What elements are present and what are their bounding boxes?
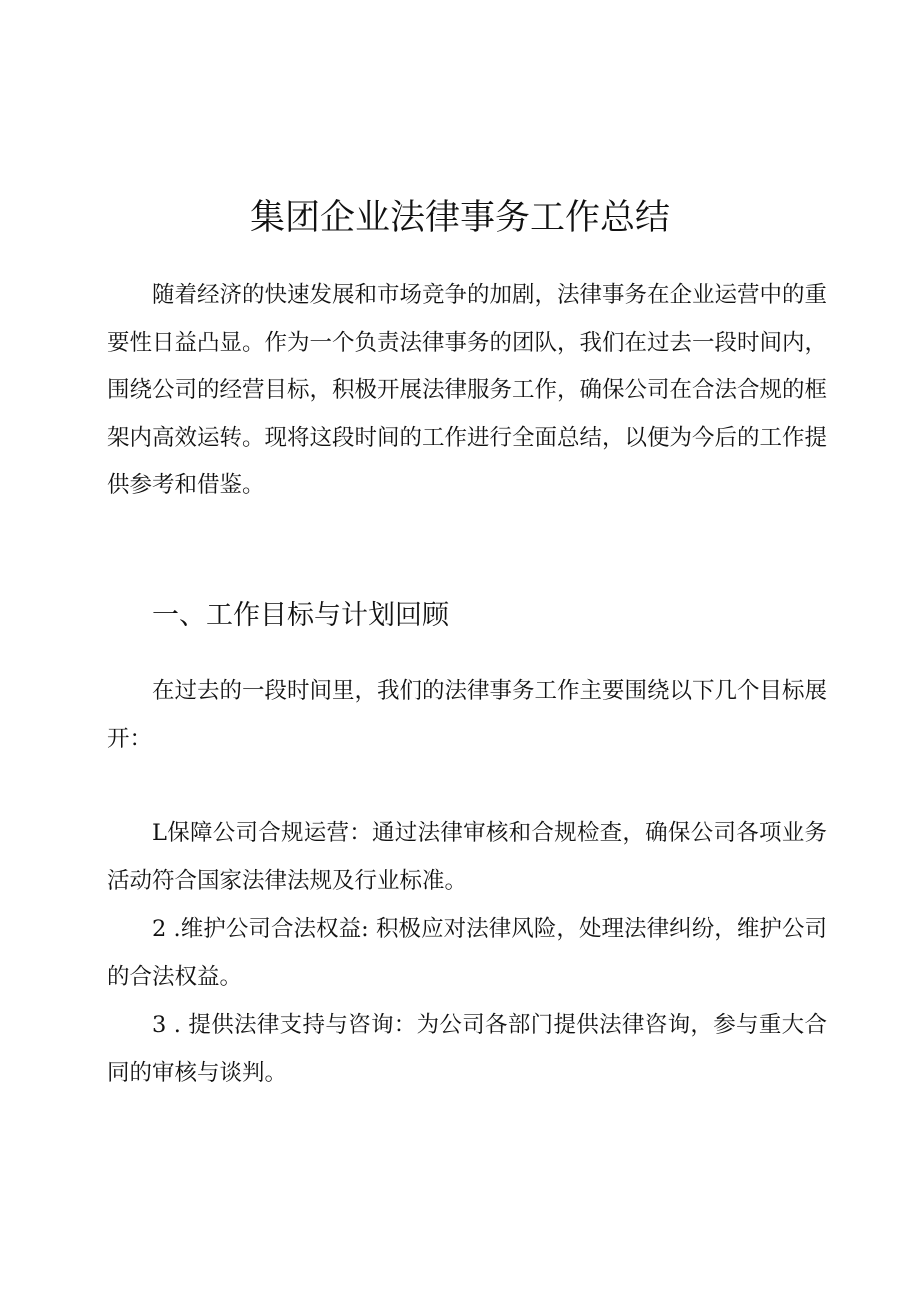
- goal-item-rights: 2 .维护公司合法权益: 积极应对法律风险，处理法律纠纷，维护公司的合法权益。: [107, 916, 827, 990]
- intro-paragraph: 随着经济的快速发展和市场竞争的加剧，法律事务在企业运营中的重要性日益凸显。作为一个负责法律事务的团队，我们在过去一段时间内，围绕公司的经营目标，积极开展法律服务工作，确保公司在合法合规的框架内高效运转。现将这段时间的工作进行全面总结，以便为今后的工作提供参考和借鉴。: [107, 282, 828, 498]
- page-title: 集团企业法律事务工作总结: [249, 198, 670, 239]
- goal-item-support: 3 . 提供法律支持与咨询：为公司各部门提供法律咨询，参与重大合同的审核与谈判。: [107, 1012, 827, 1086]
- goals-lead-paragraph: 在过去的一段时间里，我们的法律事务工作主要围绕以下几个目标展开：: [107, 678, 828, 752]
- section-heading: 一、工作目标与计划回顾: [152, 600, 449, 632]
- goal-item-compliance: L保障公司合规运营：通过法律审核和合规检查，确保公司各项业务活动符合国家法律法规及行业标准。: [107, 820, 827, 894]
